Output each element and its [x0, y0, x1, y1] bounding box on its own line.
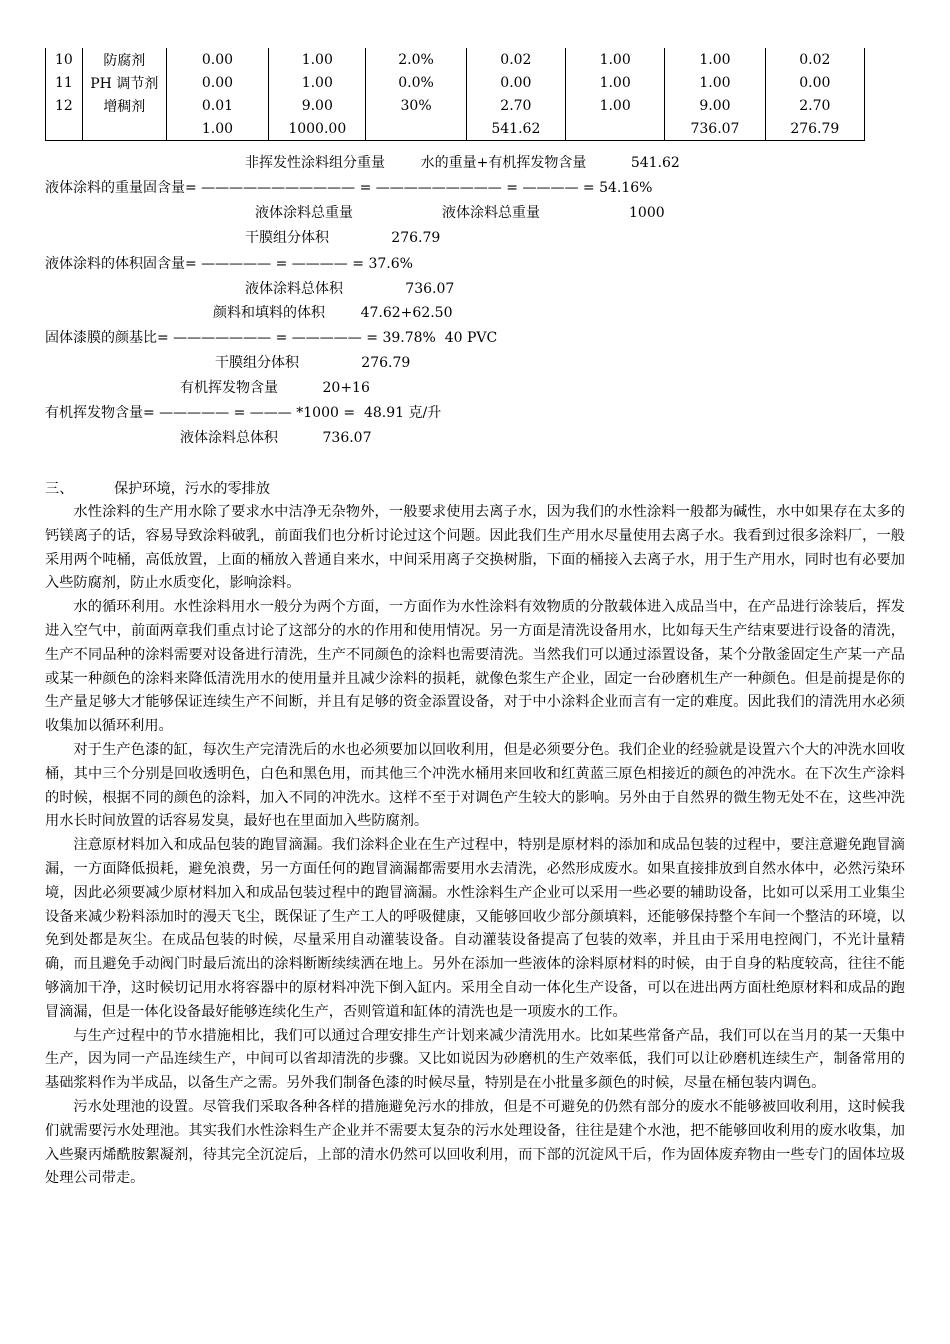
table-cell: 1.00	[566, 71, 665, 94]
table-cell: 0.02	[466, 48, 565, 71]
formula-weight-solids: 液体涂料的重量固含量= ——————————— = ————————— = ———— = 54.16%	[45, 180, 653, 196]
formulation-table	[45, 48, 865, 141]
table-cell	[366, 117, 466, 141]
body-text	[45, 501, 905, 1191]
table-cell: 1.00	[665, 71, 765, 94]
formula-volume-solids: 液体涂料的体积固含量= ————— = ———— = 37.6%	[45, 256, 413, 272]
table-cell: 12	[46, 94, 83, 117]
table-cell: 30%	[366, 94, 466, 117]
formula-voc-denominator: 液体涂料总体积 736.07	[180, 430, 372, 446]
table-cell: 2.70	[466, 94, 565, 117]
table-cell: 276.79	[765, 117, 864, 141]
formula-voc-numerator: 有机挥发物含量 20+16	[180, 380, 370, 396]
paragraph: 对于生产色漆的缸，每次生产完清洗后的水也必须要加以回收利用，但是必须要分色。我们企业的经验就是设置六个大的冲洗水回收桶，其中三个分别是回收透明色，白色和黑色用，而其他三个冲洗水桶用来回收和红黄蓝三原色相接近的颜色的冲洗水。在下次生产涂料的时候，根据不同的颜色的涂料，加入不同的冲洗水。这样不至于对调色产生较大的影响。另外由于自然界的微生物无处不在，这些冲洗用水长时间放置的话容易发臭，最好也在里面加入些防腐剂。	[45, 741, 905, 830]
formula-weight-solids-denominator: 液体涂料总重量 液体涂料总重量 1000	[255, 205, 665, 221]
table-cell: 0.00	[466, 71, 565, 94]
table-cell: 1.00	[269, 71, 366, 94]
table-cell	[46, 117, 83, 141]
table-cell: 0.00	[765, 71, 864, 94]
table-cell: 11	[46, 71, 83, 94]
table-cell: PH 调节剂	[82, 71, 166, 94]
formula-pigment-ratio-denominator: 干膜组分体积 276.79	[215, 355, 411, 371]
table-row	[46, 117, 865, 141]
table-cell: 0.0%	[366, 71, 466, 94]
table-cell: 10	[46, 48, 83, 71]
table-cell: 1.00	[665, 48, 765, 71]
paragraph: 水性涂料的生产用水除了要求水中洁净无杂物外，一般要求使用去离子水，因为我们的水性涂料一般都为碱性，水中如果存在太多的钙镁离子的话，容易导致涂料破乳，前面我们也分析讨论过这个问题。因此我们生产用水尽量使用去离子水。我看到过很多涂料厂，一般采用两个吨桶，高低放置，上面的桶放入普通自来水，中间采用离子交换树脂，下面的桶接入去离子水，用于生产用水，同时也有必要加入些防腐剂，防止水质变化，影响涂料。	[45, 504, 905, 592]
paragraph: 与生产过程中的节水措施相比，我们可以通过合理安排生产计划来减少清洗用水。比如某些常备产品，我们可以在当月的某一天集中生产，因为同一产品连续生产，中间可以省却清洗的步骤。又比如说因为砂磨机的生产效率低，我们可以让砂磨机连续生产，制备常用的基础浆料作为半成品，以备生产之需。另外我们制备色漆的时候尽量，特别是在小批量多颜色的时候，尽量在桶包装内调色。	[45, 1027, 905, 1092]
table-row	[46, 94, 865, 117]
table-cell: 1.00	[566, 48, 665, 71]
table-row	[46, 48, 865, 71]
formula-pigment-ratio: 固体漆膜的颜基比= ——————— = ————— = 39.78% 40 PVC	[45, 330, 498, 346]
paragraph: 水的循环利用。水性涂料用水一般分为两个方面，一方面作为水性涂料有效物质的分散载体进入成品当中，在产品进行涂装后，挥发进入空气中，前面两章我们重点讨论了这部分的水的作用和使用情况。另一方面是清洗设备用水，比如每天生产结束要进行设备的清洗，生产不同品种的涂料需要对设备进行清洗，生产不同颜色的涂料也需要清洗。当然我们可以通过添置设备，某个分散釜固定生产某一产品或某一种颜色的涂料来降低清洗用水的使用量并且减少涂料的损耗，就像色浆生产企业，固定一台砂磨机生产一种颜色。但是前提是你的生产量足够大才能够保证连续生产不间断，并且有足够的资金添置设备，对于中小涂料企业而言有一定的难度。因此我们的清洗用水必须收集加以循环利用。	[45, 599, 905, 735]
paragraph: 污水处理池的设置。尽管我们采取各种各样的措施避免污水的排放，但是不可避免的仍然有部分的废水不能够被回收利用，这时候我们就需要污水处理池。其实我们水性涂料生产企业并不需要太复杂的污水处理设备，往往是建个水池，把不能够回收利用的废水收集，加入些聚丙烯酰胺絮凝剂，待其完全沉淀后，上部的清水仍然可以回收利用，而下部的沉淀风干后，作为固体废弃物由一些专门的固体垃圾处理公司带走。	[45, 1098, 905, 1187]
section-heading	[45, 478, 270, 498]
table-cell	[82, 117, 166, 141]
formula-weight-solids-numerator: 非挥发性涂料组分重量 水的重量+有机挥发物含量 541.62	[245, 155, 680, 171]
table-cell: 0.02	[765, 48, 864, 71]
table-cell: 0.01	[166, 94, 268, 117]
table-cell: 增稠剂	[82, 94, 166, 117]
table-cell: 541.62	[466, 117, 565, 141]
table-cell: 2.0%	[366, 48, 466, 71]
table-cell: 9.00	[665, 94, 765, 117]
formula-pigment-ratio-numerator: 颜料和填料的体积 47.62+62.50	[213, 305, 453, 321]
formula-volume-solids-numerator: 干膜组分体积 276.79	[245, 230, 441, 246]
table-cell: 2.70	[765, 94, 864, 117]
table-cell: 1000.00	[269, 117, 366, 141]
table-cell: 防腐剂	[82, 48, 166, 71]
table-cell: 0.00	[166, 71, 268, 94]
formula-voc: 有机挥发物含量= ————— = ——— *1000 = 48.91 克/升	[45, 405, 442, 421]
table-cell: 736.07	[665, 117, 765, 141]
table-row	[46, 71, 865, 94]
paragraph: 注意原材料加入和成品包装的跑冒滴漏。我们涂料企业在生产过程中，特别是原材料的添加和成品包装的过程中，要注意避免跑冒滴漏，一方面降低损耗，避免浪费，另一方面任何的跑冒滴漏都需要用水去清洗，必然形成废水。如果直接排放到自然水体中，必然污染环境，因此必须要减少原材料加入和成品包装过程中的跑冒滴漏。水性涂料生产企业可以采用一些必要的辅助设备，比如可以采用工业集尘设备来减少粉料添加时的漫天飞尘，既保证了生产工人的呼吸健康，又能够回收少部分颜填料，还能够保持整个车间一个整洁的环境，以免到处都是灰尘。在成品包装的时候，尽量采用自动灌装设备。自动灌装设备提高了包装的效率，并且由于采用电控阀门，不光计量精确，而且避免手动阀门时最后流出的涂料断断续续洒在地上。另外在添加一些液体的涂料原材料的时候，由于自身的粘度较高，往往不能够滴加干净，这时候切记用水将容器中的原材料冲洗下倒入缸内。采用全自动一体化生产设备，可以在进出两方面杜绝原材料和成品的跑冒滴漏，但是一体化设备最好能够连续化生产，否则管道和缸体的清洗也是一项废水的工作。	[45, 837, 905, 1020]
table-cell: 1.00	[166, 117, 268, 141]
table-cell	[566, 117, 665, 141]
formula-volume-solids-denominator: 液体涂料总体积 736.07	[245, 281, 455, 297]
section-title: 保护环境，污水的零排放	[113, 481, 271, 497]
table-cell: 9.00	[269, 94, 366, 117]
table-cell: 1.00	[566, 94, 665, 117]
table-cell: 1.00	[269, 48, 366, 71]
section-number: 三、	[45, 481, 74, 497]
table-cell: 0.00	[166, 48, 268, 71]
